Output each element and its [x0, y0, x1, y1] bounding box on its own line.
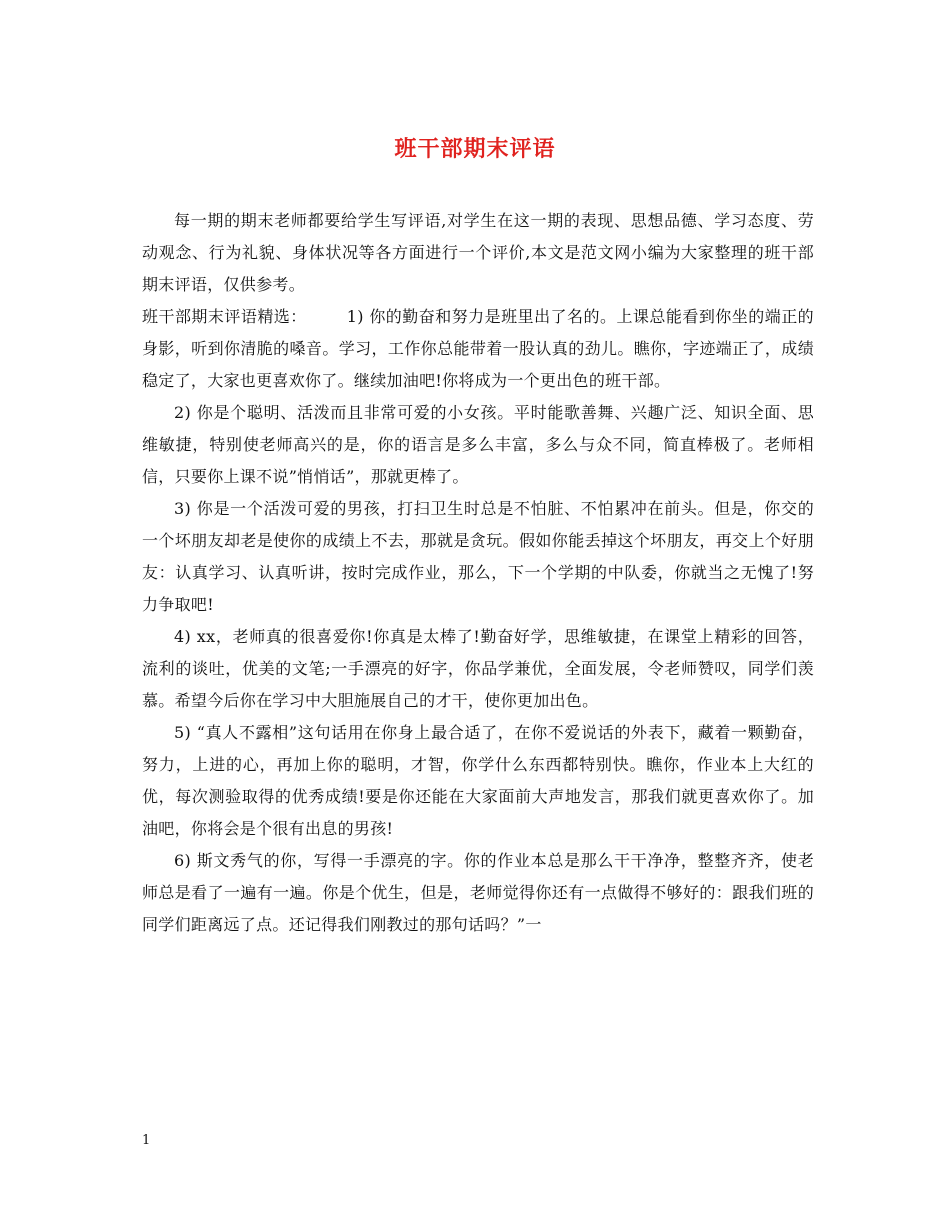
comment-6: 6) 斯文秀气的你，写得一手漂亮的字。你的作业本总是那么干干净净，整整齐齐，使老师总是看了一遍有一遍。你是个优生，但是，老师觉得你还有一点做得不够好的：跟我们班的同学们距离远了点。还记得我们刚教过的那句话吗？”一 — [142, 851, 814, 934]
comment-2: 2) 你是个聪明、活泼而且非常可爱的小女孩。平时能歌善舞、兴趣广泛、知识全面、思维敏捷，特别使老师高兴的是，你的语言是多么丰富，多么与众不同，简直棒极了。老师相信，只要你上课不说”悄悄话”，那就更棒了。 — [142, 403, 814, 486]
comment-1: 1) 你的勤奋和努力是班里出了名的。上课总能看到你坐的端正的身影，听到你清脆的嗓音。学习，工作你总能带着一股认真的劲儿。瞧你，字迹端正了，成绩稳定了，大家也更喜欢你了。继续加油吧!你将成为一个更出色的班干部。 — [142, 307, 814, 390]
comment-3: 3) 你是一个活泼可爱的男孩，打扫卫生时总是不怕脏、不怕累冲在前头。但是，你交的一个坏朋友却老是使你的成绩上不去，那就是贪玩。假如你能丢掉这个坏朋友，再交上个好朋友：认真学习、认真听讲，按时完成作业，那么，下一个学期的中队委，你就当之无愧了!努力争取吧! — [142, 499, 814, 614]
document-body — [142, 205, 814, 941]
intro-paragraph: 每一期的期末老师都要给学生写评语,对学生在这一期的表现、思想品德、学习态度、劳动观念、行为礼貌、身体状况等各方面进行一个评价,本文是范文网小编为大家整理的班干部期末评语，仅供参考。 — [142, 211, 814, 294]
section-label: 班干部期末评语精选： — [142, 307, 307, 326]
comment-5: 5) “真人不露相”这句话用在你身上最合适了，在你不爱说话的外表下，藏着一颗勤奋，努力，上进的心，再加上你的聪明，才智，你学什么东西都特别快。瞧你，作业本上大红的优，每次测验取得的优秀成绩!要是你还能在大家面前大声地发言，那我们就更喜欢你了。加油吧，你将会是个很有出息的男孩! — [142, 723, 814, 838]
section-paragraph — [142, 301, 814, 397]
document-title: 班干部期末评语 — [394, 136, 556, 162]
page-number: 1 — [142, 1133, 151, 1148]
comment-4: 4) xx，老师真的很喜爱你!你真是太棒了!勤奋好学，思维敏捷，在课堂上精彩的回答，流利的谈吐，优美的文笔;一手漂亮的好字，你品学兼优，全面发展，令老师赞叹，同学们羡慕。希望今后你在学习中大胆施展自己的才干，使你更加出色。 — [142, 627, 814, 710]
